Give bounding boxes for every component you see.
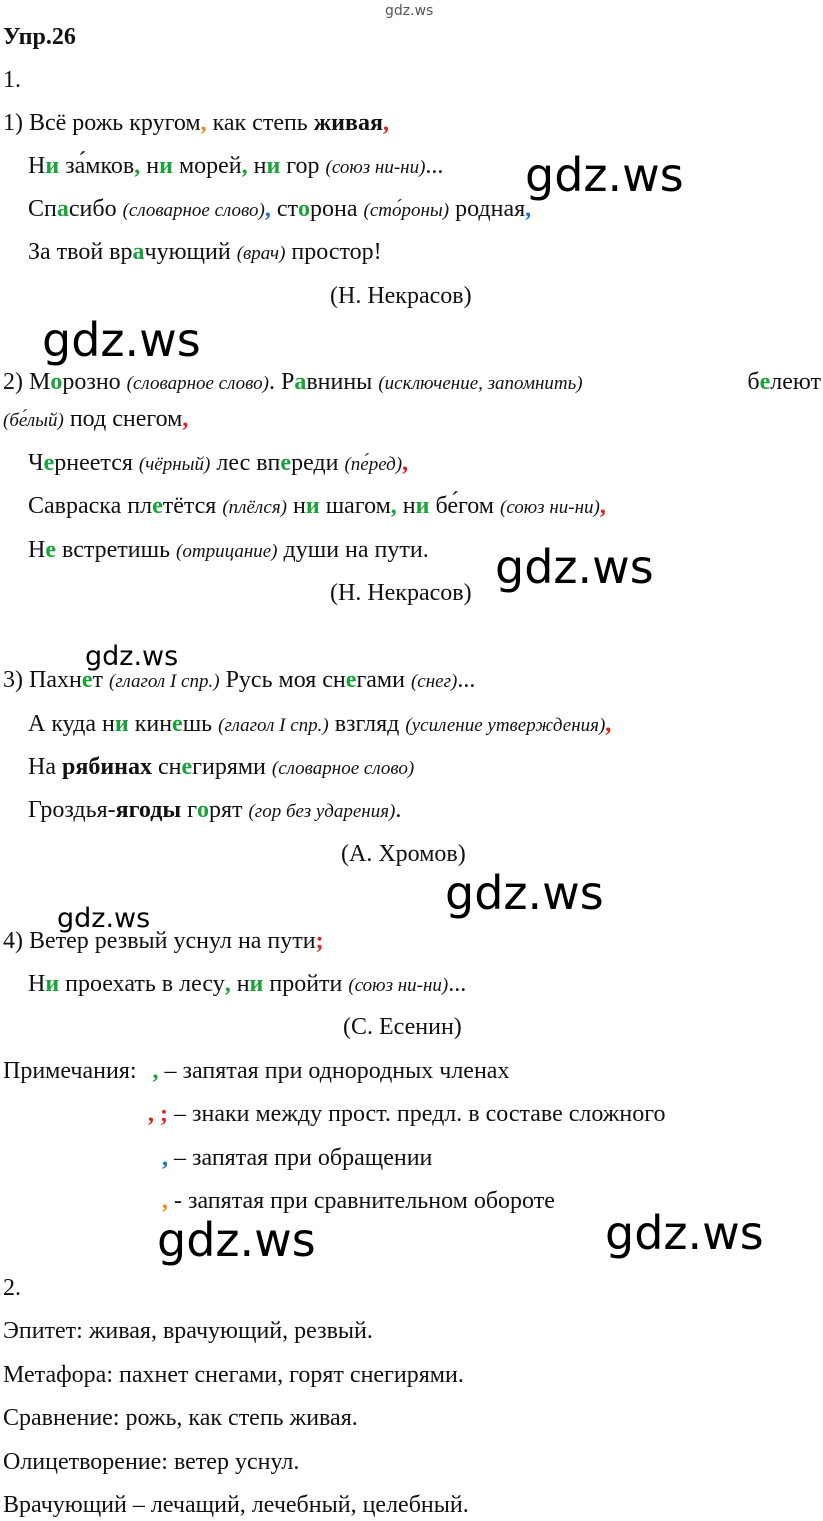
- part-label: 2.: [3, 1275, 21, 1301]
- watermark: gdz.ws: [525, 148, 684, 202]
- notes-line: Примечания: , – запятая при однородных членах: [3, 1058, 510, 1084]
- watermark: gdz.ws: [157, 1213, 316, 1267]
- watermark-top: gdz.ws: [385, 3, 434, 19]
- poem-line: (бе́лый) под снегом,: [3, 406, 189, 432]
- poem-line: За твой врачующий (врач) простор!: [28, 239, 382, 265]
- poem-line: Чернеется (чёрный) лес впереди (пе́ред),: [28, 450, 409, 476]
- notes-label: Примечания:: [3, 1058, 137, 1084]
- watermark: gdz.ws: [85, 641, 179, 672]
- watermark: gdz.ws: [445, 866, 604, 920]
- answer-metaphor: Метафора: пахнет снегами, горят снегирями.: [3, 1362, 464, 1388]
- poem-line: Не встретишь (отрицание) души на пути.: [28, 537, 429, 563]
- poem-line: Гроздья-ягоды горят (гор без ударения).: [28, 797, 402, 823]
- note-mark: ,: [162, 1188, 168, 1214]
- notes-line: , ; – знаки между прост. предл. в составе сложного: [148, 1101, 666, 1127]
- answer-comparison: Сравнение: рожь, как степь живая.: [3, 1405, 358, 1431]
- poem-line: Ни за́мков, ни морей, ни гор (союз ни-ни)...: [28, 153, 444, 179]
- poem-line: На рябинах снегирями (словарное слово): [28, 754, 415, 780]
- watermark: gdz.ws: [42, 313, 201, 367]
- note-mark: , ;: [148, 1101, 168, 1127]
- answer-synonyms: Врачующий – лечащий, лечебный, целебный.: [3, 1492, 469, 1518]
- poem-author: (А. Хромов): [341, 841, 466, 867]
- watermark: gdz.ws: [605, 1206, 764, 1260]
- note-mark: ,: [152, 1058, 159, 1084]
- notes-line: , - запятая при сравнительном обороте: [162, 1188, 555, 1214]
- poem-author: (Н. Некрасов): [330, 283, 472, 309]
- poem-line: Спасибо (словарное слово), сторона (сто́роны) родная,: [28, 196, 532, 222]
- watermark: gdz.ws: [57, 903, 151, 934]
- exercise-title: Упр.26: [3, 24, 76, 50]
- notes-line: , – запятая при обращении: [162, 1145, 433, 1171]
- note-mark: ,: [162, 1145, 168, 1171]
- answer-personification: Олицетворение: ветер уснул.: [3, 1449, 300, 1475]
- poem-author: (С. Есенин): [343, 1014, 462, 1040]
- poem-author: (Н. Некрасов): [330, 580, 472, 606]
- poem-line: 2) Морозно (словарное слово). Равнины (исключение, запомнить) белеют: [3, 369, 821, 395]
- part-label: 1.: [3, 67, 21, 93]
- poem-line: Ни проехать в лесу, ни пройти (союз ни-ни)...: [28, 971, 467, 997]
- watermark: gdz.ws: [495, 540, 654, 594]
- poem-line: А куда ни кинешь (глагол I спр.) взгляд (усиление утверждения),: [28, 711, 612, 737]
- poem-line: 1) Всё рожь кругом, как степь живая,: [3, 110, 389, 136]
- poem-line: 4) Ветер резвый уснул на пути;: [3, 928, 324, 954]
- answer-epithet: Эпитет: живая, врачующий, резвый.: [3, 1318, 373, 1344]
- poem-line: Савраска плетётся (плёлся) ни шагом, ни бе́гом (союз ни-ни),: [28, 493, 606, 519]
- poem-line: 3) Пахнет (глагол I спр.) Русь моя снегами (снег)...: [3, 667, 476, 693]
